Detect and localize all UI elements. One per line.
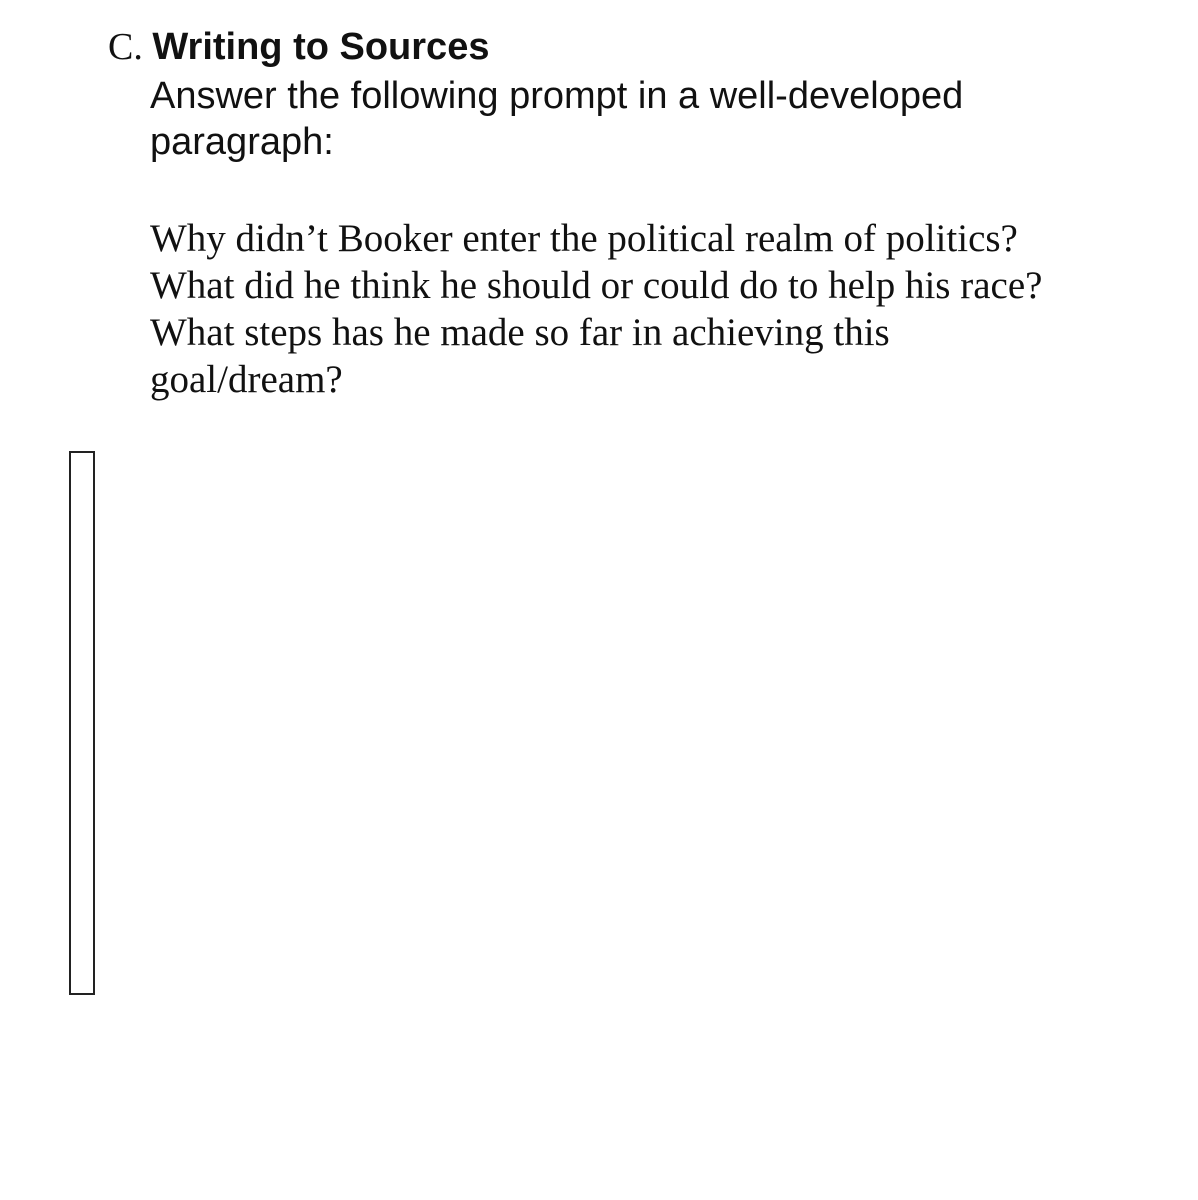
section-letter: C. <box>108 26 143 68</box>
prompt-line: goal/dream? <box>150 358 343 401</box>
instruction-line: Answer the following prompt in a well-developed <box>150 75 964 117</box>
answer-text-box[interactable] <box>69 451 95 995</box>
instruction-line: paragraph: <box>150 121 334 163</box>
prompt-line: What did he think he should or could do to help his race? <box>150 264 1043 307</box>
prompt-line: What steps has he made so far in achieving this <box>150 311 890 354</box>
section-title: Writing to Sources <box>152 26 490 68</box>
section-heading <box>108 24 489 70</box>
instruction-text <box>150 73 1110 165</box>
prompt-line: Why didn’t Booker enter the political realm of politics? <box>150 217 1018 260</box>
writing-prompt <box>150 215 1150 403</box>
